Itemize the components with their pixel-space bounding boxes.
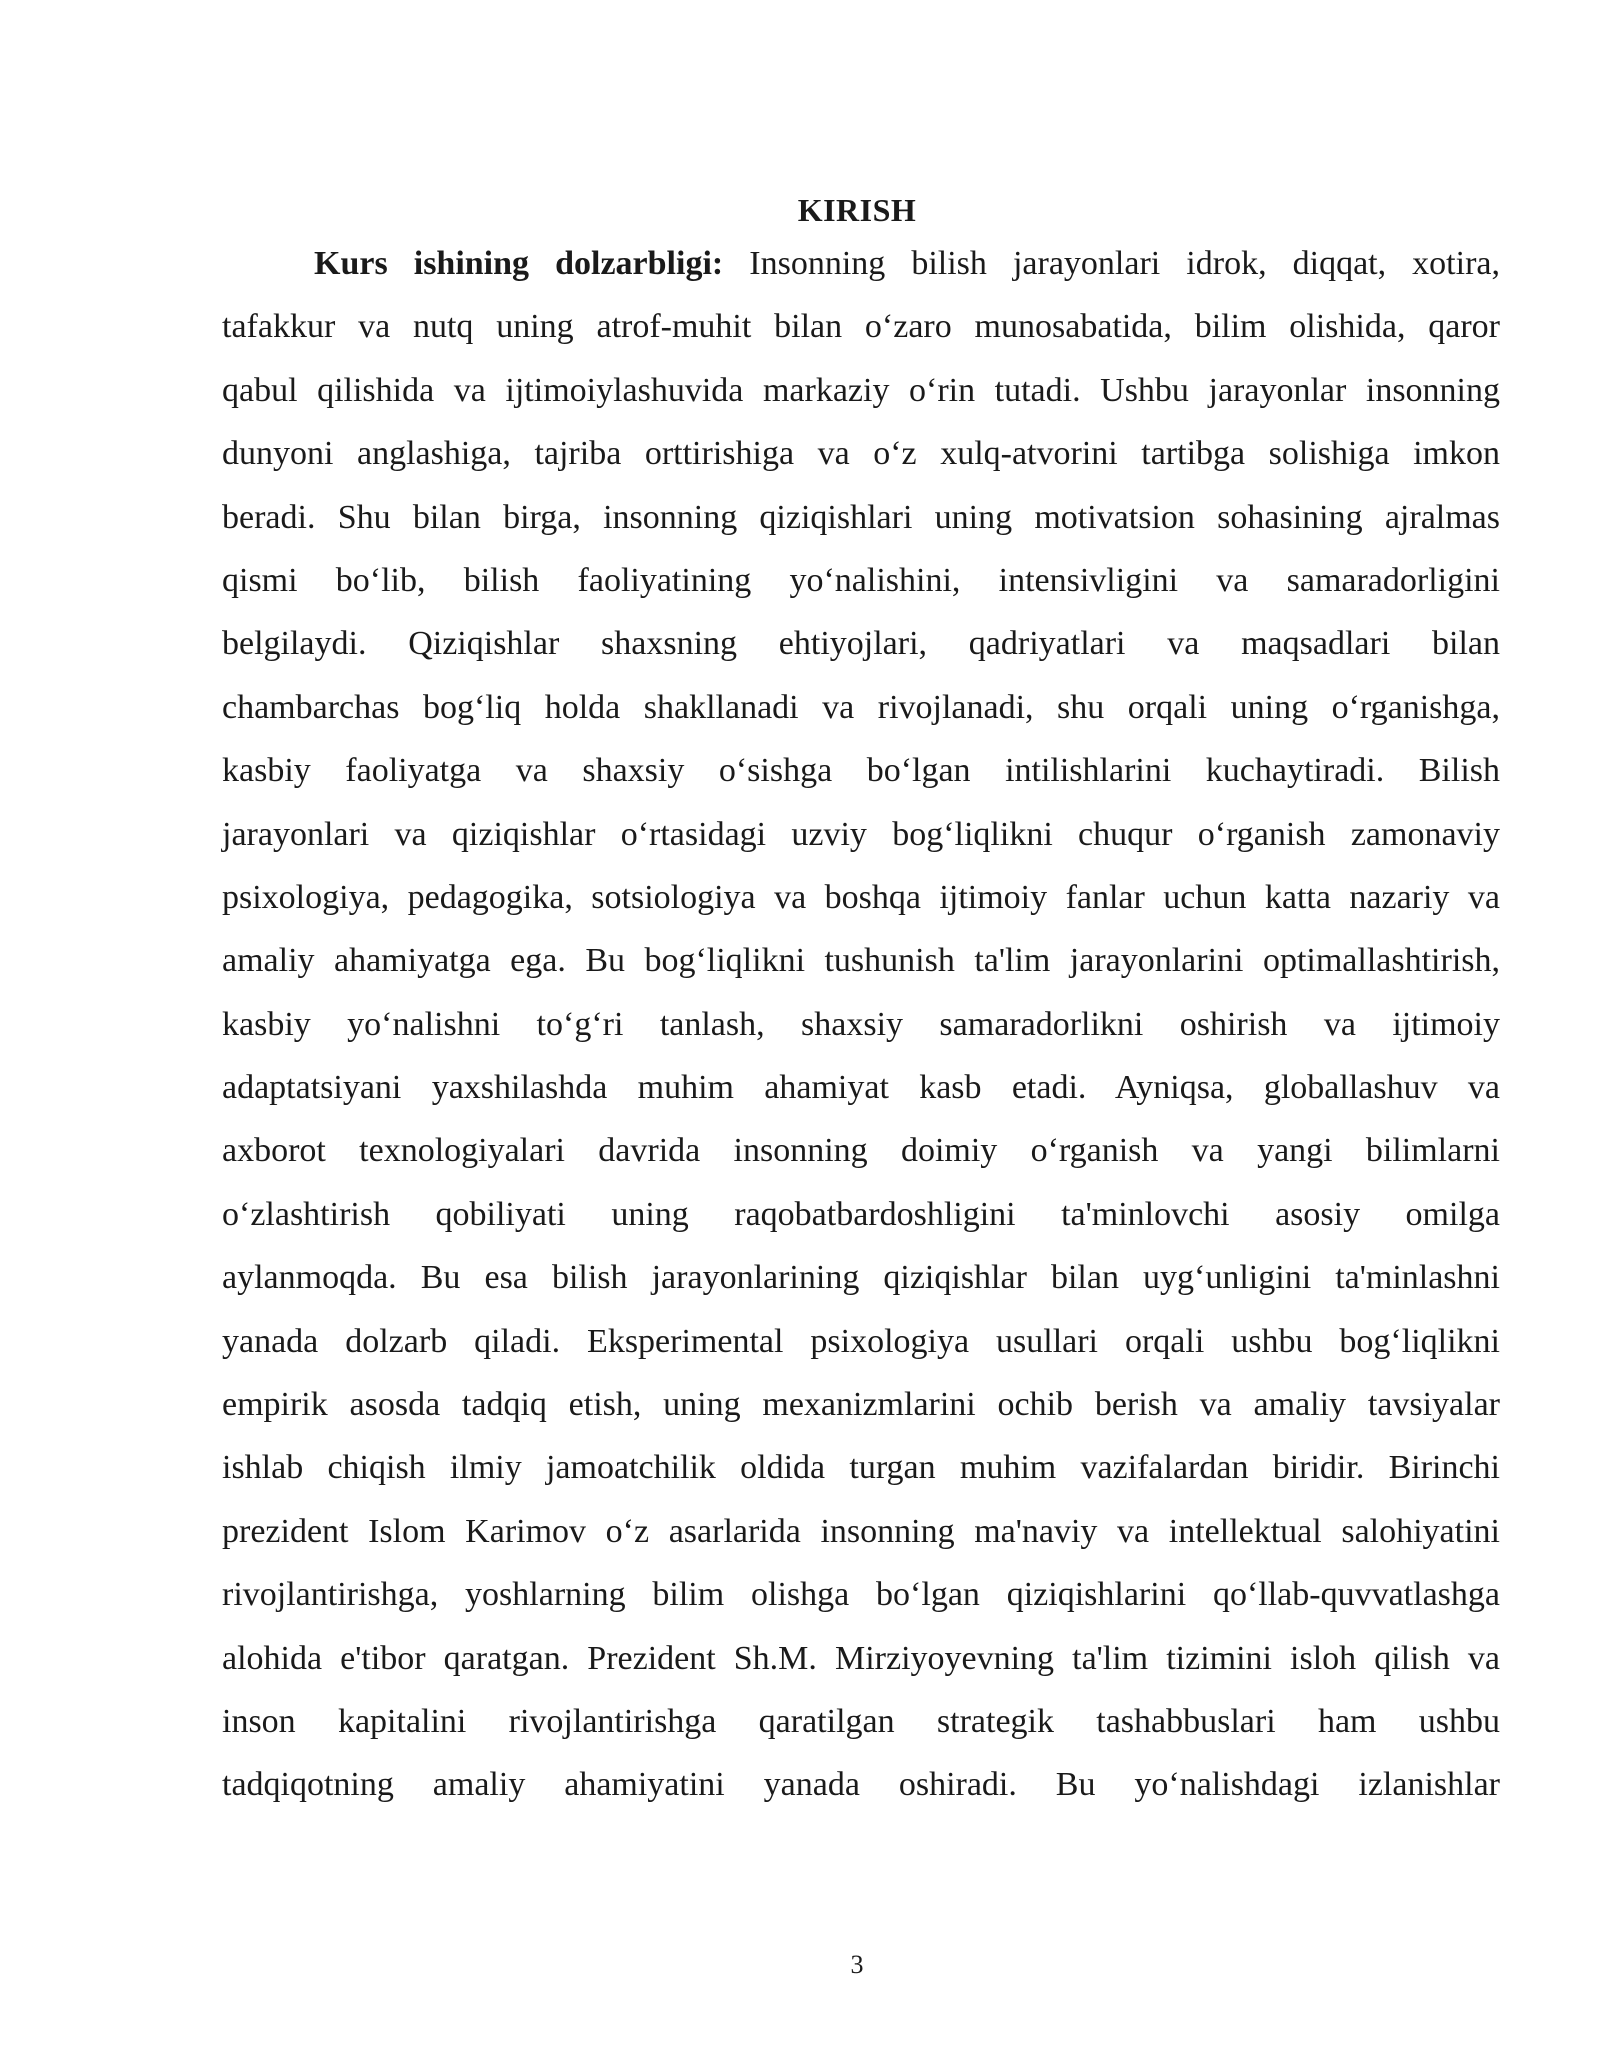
text-line: kasbiy faoliyatga va shaxsiy o‘sishga bo‘lgan intilishlarini kuchaytiradi. Bilish: [222, 752, 1500, 790]
page-title: KIRISH: [797, 192, 917, 228]
text-line: prezident Islom Karimov o‘z asarlarida insonning ma'naviy va intellektual salohiyatini: [222, 1512, 1500, 1550]
text-line-content: Insonning bilish jarayonlari idrok, diqqat, xotira,: [723, 245, 1500, 282]
text-line: o‘zlashtirish qobiliyati uning raqobatbardoshligini ta'minlovchi asosiy omilga: [222, 1195, 1500, 1233]
text-line: yanada dolzarb qiladi. Eksperimental psixologiya usullari orqali ushbu bog‘liqlikni: [222, 1322, 1500, 1360]
text-line: psixologiya, pedagogika, sotsiologiya va boshqa ijtimoiy fanlar uchun katta nazariy va: [222, 878, 1500, 916]
text-line: axborot texnologiyalari davrida insonning doimiy o‘rganish va yangi bilimlarni: [222, 1132, 1500, 1170]
lead-label: Kurs ishining dolzarbligi:: [314, 245, 724, 282]
text-line: alohida e'tibor qaratgan. Prezident Sh.M. Mirziyoyevning ta'lim tizimini isloh qilish va: [222, 1639, 1500, 1677]
text-line: empirik asosda tadqiq etish, uning mexanizmlarini ochib berish va amaliy tavsiyalar: [222, 1386, 1500, 1424]
text-line: belgilaydi. Qiziqishlar shaxsning ehtiyojlari, qadriyatlari va maqsadlari bilan: [222, 625, 1500, 663]
text-line: inson kapitalini rivojlantirishga qaratilgan strategik tashabbuslari ham ushbu: [222, 1702, 1500, 1740]
text-line: aylanmoqda. Bu esa bilish jarayonlarining qiziqishlar bilan uyg‘unligini ta'minlashni: [222, 1259, 1500, 1297]
text-line: jarayonlari va qiziqishlar o‘rtasidagi uzviy bog‘liqlikni chuqur o‘rganish zamonaviy: [222, 815, 1500, 853]
text-line: qabul qilishida va ijtimoiylashuvida markaziy o‘rin tutadi. Ushbu jarayonlar insonning: [222, 371, 1500, 409]
text-line: dunyoni anglashiga, tajriba orttirishiga va o‘z xulq-atvorini tartibga solishiga imkon: [222, 435, 1500, 473]
text-line: qismi bo‘lib, bilish faoliyatining yo‘nalishini, intensivligini va samaradorligini: [222, 561, 1500, 599]
body-paragraph: [222, 232, 1500, 1817]
text-line: ishlab chiqish ilmiy jamoatchilik oldida turgan muhim vazifalardan biridir. Birinchi: [222, 1449, 1500, 1487]
text-line: [222, 232, 1500, 295]
text-line: kasbiy yo‘nalishni to‘g‘ri tanlash, shaxsiy samaradorlikni oshirish va ijtimoiy: [222, 1005, 1500, 1043]
text-line: rivojlantirishga, yoshlarning bilim olishga bo‘lgan qiziqishlarini qo‘llab-quvvatlashga: [222, 1576, 1500, 1614]
text-line: adaptatsiyani yaxshilashda muhim ahamiyat kasb etadi. Ayniqsa, globallashuv va: [222, 1069, 1500, 1107]
text-line: beradi. Shu bilan birga, insonning qiziqishlari uning motivatsion sohasining ajralmas: [222, 498, 1500, 536]
text-line: chambarchas bog‘liq holda shakllanadi va rivojlanadi, shu orqali uning o‘rganishga,: [222, 688, 1500, 726]
text-line: amaliy ahamiyatga ega. Bu bog‘liqlikni tushunish ta'lim jarayonlarini optimallashtirish,: [222, 942, 1500, 980]
text-line: tafakkur va nutq uning atrof-muhit bilan o‘zaro munosabatida, bilim olishida, qaror: [222, 308, 1500, 346]
text-line: tadqiqotning amaliy ahamiyatini yanada oshiradi. Bu yo‘nalishdagi izlanishlar: [222, 1766, 1500, 1804]
page-number: 3: [850, 1950, 864, 1979]
